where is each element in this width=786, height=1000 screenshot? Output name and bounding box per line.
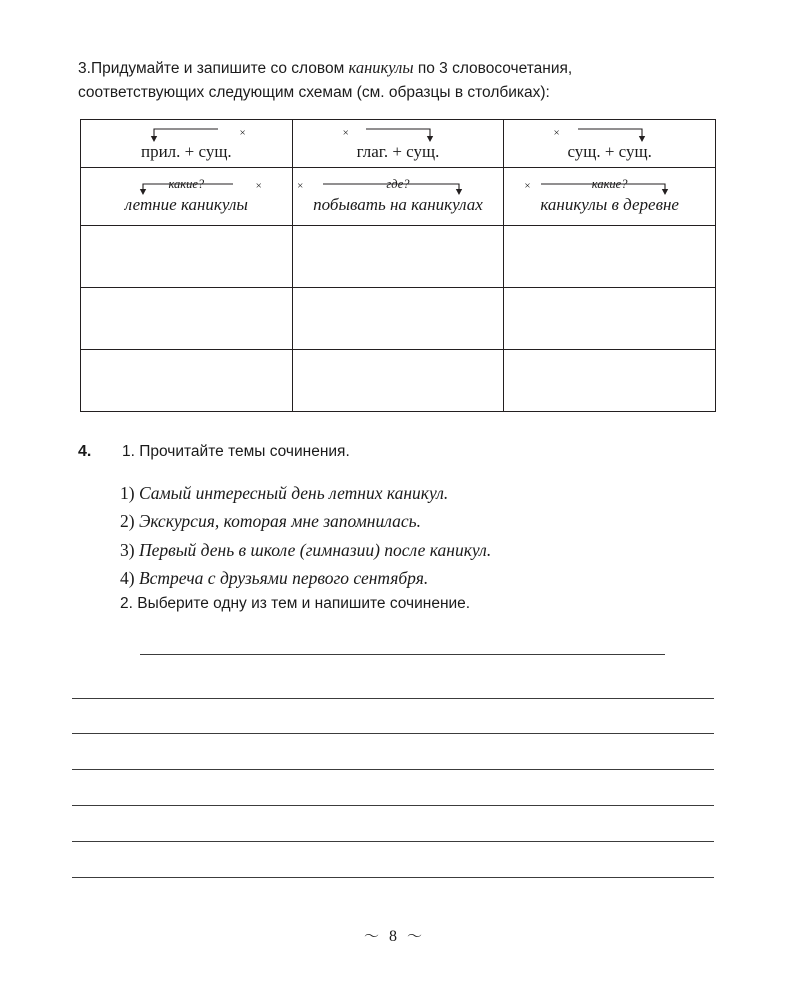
page-number: 8 <box>389 928 397 945</box>
write-line[interactable] <box>72 805 714 806</box>
topic-text: Встреча с друзьями первого сентября. <box>138 568 429 589</box>
sample-2-question: где? <box>386 177 410 191</box>
scheme-3-cross-icon: × <box>553 127 560 139</box>
write-line[interactable] <box>72 769 714 770</box>
topic-index: 2) <box>120 511 139 532</box>
task-4-subtask-1: 1. Прочитайте темы сочинения. <box>122 443 350 460</box>
sample-3-phrase: каникулы в деревне <box>540 195 679 214</box>
topic-text: Первый день в школе (гимназии) после каникул. <box>138 539 492 560</box>
ornament-right-icon: 〜 <box>407 929 423 945</box>
scheme-1-cross-icon: × <box>239 127 246 139</box>
sample-1-cross-icon: × <box>255 180 262 192</box>
scheme-2-label: глаг. + сущ. <box>356 142 440 161</box>
task-3-line1-a: Придумайте и запишите со словом <box>90 60 349 77</box>
scheme-1-label: прил. + сущ. <box>140 142 232 161</box>
task-3-line1-b: по 3 словосочетания, <box>413 60 573 77</box>
scheme-2-cross-icon: × <box>342 127 349 139</box>
write-line[interactable] <box>72 733 714 734</box>
task-3-number: 3. <box>78 60 91 77</box>
topic-text: Экскурсия, которая мне запомнилась. <box>138 511 421 532</box>
sample-1-question: какие? <box>168 177 205 191</box>
sample-2-cross-icon: × <box>297 180 304 192</box>
sample-2-phrase: побывать на каникулах <box>313 195 483 214</box>
write-line[interactable] <box>72 698 714 699</box>
ornament-left-icon: 〜 <box>363 929 379 945</box>
sample-3-question: какие? <box>591 177 628 191</box>
task-3-line2: соответствующих следующим схемам (см. образцы в столбиках): <box>78 84 550 102</box>
topic-index: 3) <box>120 539 139 560</box>
task-3-keyword: каникулы <box>348 58 414 77</box>
sample-3-cross-icon: × <box>524 180 531 192</box>
topic-index: 4) <box>120 568 139 589</box>
topic-index: 1) <box>120 483 139 503</box>
title-write-line[interactable] <box>140 654 665 655</box>
scheme-3-label: сущ. + сущ. <box>567 142 652 161</box>
topic-text: Самый интересный день летних каникул. <box>138 483 449 503</box>
sample-1-phrase: летние каникулы <box>124 195 248 214</box>
page-footer <box>0 925 786 946</box>
write-line[interactable] <box>72 841 714 842</box>
write-line[interactable] <box>72 877 714 878</box>
task-4-number: 4. <box>78 443 92 460</box>
task-4-subtask-2: 2. Выберите одну из тем и напишите сочинение. <box>120 595 471 612</box>
